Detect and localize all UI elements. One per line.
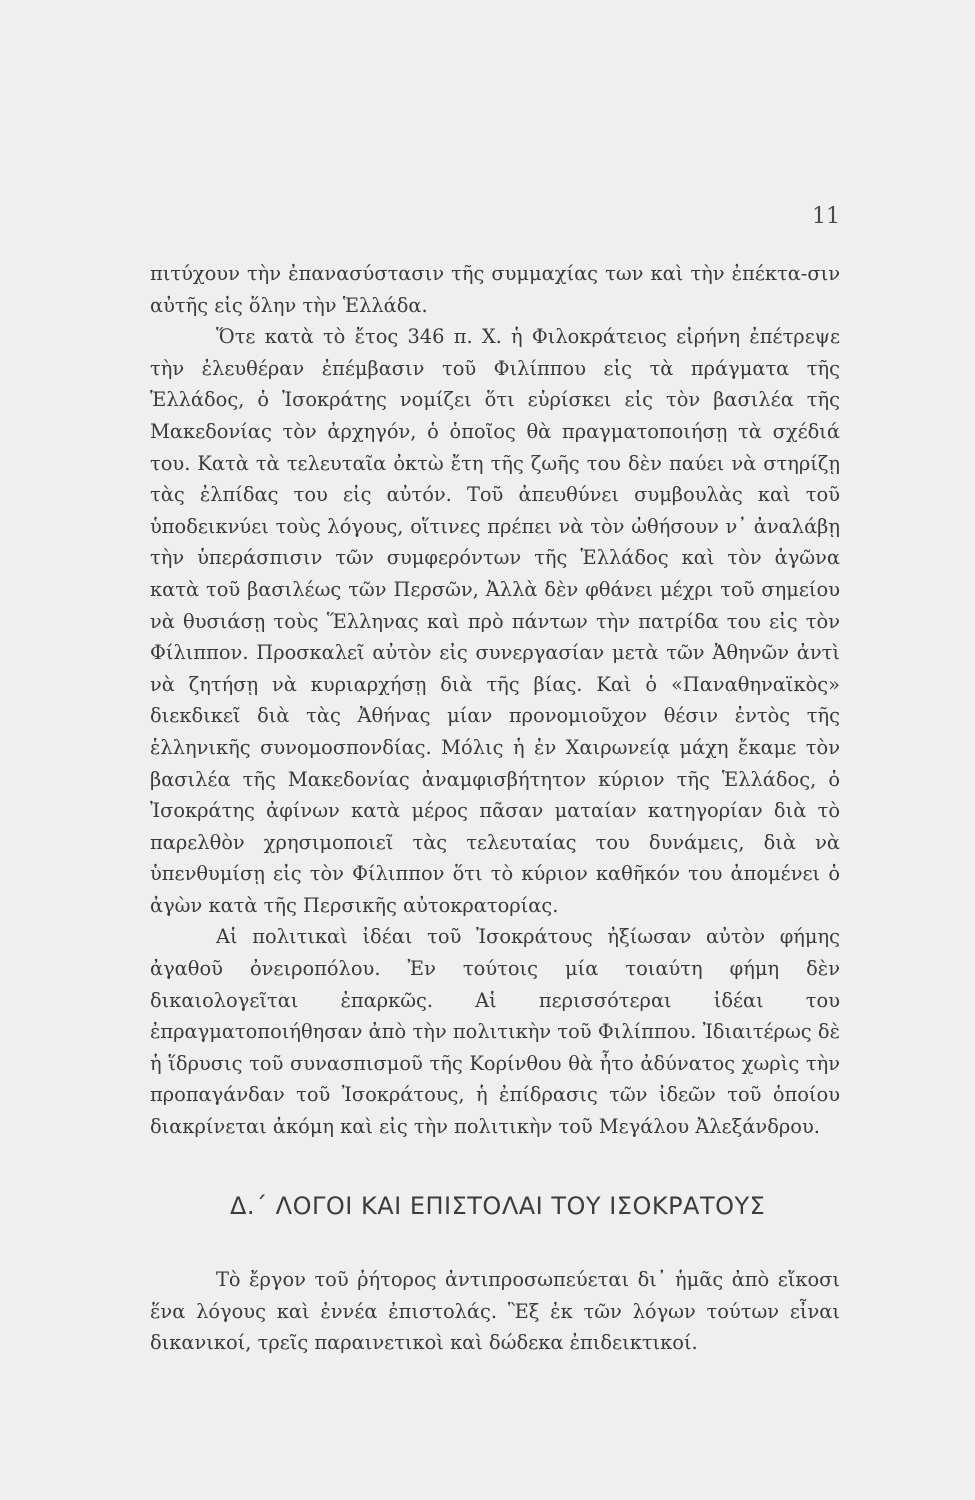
paragraph: Τὸ ἔργον τοῦ ῥήτορος ἀντιπροσωπεύεται δι᾽ ἡμᾶς ἀπὸ εἴκοσι ἕνα λόγους καὶ ἐννέα ἐπιστολάς. Ἓξ ἐκ τῶν λόγων τούτων εἶναι δικανικοί, τρεῖς παραινετικοὶ καὶ δώδεκα ἐπιδεικτικοί. — [150, 1268, 840, 1355]
section-body-text — [150, 1264, 840, 1359]
paragraph: Αἱ πολιτικαὶ ἰδέαι τοῦ Ἰσοκράτους ἠξίωσαν αὐτὸν φήμης ἀγαθοῦ ὀνειροπόλου. Ἐν τούτοις μία τοιαύτη φήμη δὲν δικαιολογεῖται ἐπαρκῶς. Αἱ περισσότεραι ἰδέαι του ἐπραγματοποιήθησαν ἀπὸ τὴν πολιτικὴν τοῦ Φιλίππου. Ἰδιαιτέρως δὲ ἡ ἵδρυσις τοῦ συνασπισμοῦ τῆς Κορίνθου θὰ ἦτο ἀδύνατος χωρὶς τὴν προπαγάνδαν τοῦ Ἰσοκράτους, ἡ ἐπίδρασις τῶν ἰδεῶν τοῦ ὁποίου διακρίνεται ἀκόμη καὶ εἰς τὴν πολιτικὴν τοῦ Μεγάλου Ἀλεξάνδρου. — [150, 925, 840, 1139]
paragraph: Ὅτε κατὰ τὸ ἔτος 346 π. Χ. ἡ Φιλοκράτειος εἰρήνη ἐπέτρεψε τὴν ἐλευθέραν ἐπέμβασιν τοῦ Φιλίππου εἰς τὰ πράγματα τῆς Ἑλλάδος, ὁ Ἰσοκράτης νομίζει ὅτι εὑρίσκει εἰς τὸν βασιλέα τῆς Μακεδονίας τὸν ἀρχηγόν, ὁ ὁποῖος θὰ πραγματοποιήσῃ τὰ σχέδιά του. Κατὰ τὰ τελευταῖα ὀκτὼ ἔτη τῆς ζωῆς του δὲν παύει νὰ στηρίζῃ τὰς ἐλπίδας του εἰς αὐτόν. Τοῦ ἀπευθύνει συμβουλὰς καὶ τοῦ ὑποδεικνύει τοὺς λόγους, οἵτινες πρέπει νὰ τὸν ὠθήσουν ν᾽ ἀναλάβῃ τὴν ὑπεράσπισιν τῶν συμφερόντων τῆς Ἑλλάδος καὶ τὸν ἀγῶνα κατὰ τοῦ βασιλέως τῶν Περσῶν, Ἀλλὰ δὲν φθάνει μέχρι τοῦ σημείου νὰ θυσιάσῃ τοὺς Ἕλληνας καὶ πρὸ πάντων τὴν πατρίδα του εἰς τὸν Φίλιππον. Προσκαλεῖ αὐτὸν εἰς συνεργασίαν μετὰ τῶν Ἀθηνῶν ἀντὶ νὰ ζητήσῃ νὰ κυριαρχήσῃ διὰ τῆς βίας. Καὶ ὁ «Παναθηναϊκὸς» διεκδικεῖ διὰ τὰς Ἀθήνας μίαν προνομιοῦχον θέσιν ἐντὸς τῆς ἑλληνικῆς συνομοσπονδίας. Μόλις ἡ ἐν Χαιρωνείᾳ μάχη ἔκαμε τὸν βασιλέα τῆς Μακεδονίας ἀναμφισβήτητον κύριον τῆς Ἑλλάδος, ὁ Ἰσοκράτης ἀφίνων κατὰ μέρος πᾶσαν ματαίαν κατηγορίαν διὰ τὸ παρελθὸν χρησιμοποιεῖ τὰς τελευταίας του δυνάμεις, διὰ νὰ ὑπενθυμίσῃ εἰς τὸν Φίλιππον ὅτι τὸ κύριον καθῆκόν του ἀπομένει ὁ ἀγὼν κατὰ τῆς Περσικῆς αὐτοκρατορίας. — [150, 325, 840, 917]
paragraph-continuation: πιτύχουν τὴν ἐπανασύστασιν τῆς συμμαχίας των καὶ τὴν ἐπέκτα-σιν αὐτῆς εἰς ὅλην τὴν Ἑλλάδα. — [150, 262, 840, 317]
body-text — [150, 258, 840, 1143]
page-number: 11 — [812, 204, 840, 229]
section-heading: Δ.΄ ΛΟΓΟΙ ΚΑΙ ΕΠΙΣΤΟΛΑΙ ΤΟΥ ΙΣΟΚΡΑΤΟΥΣ — [230, 1192, 766, 1220]
